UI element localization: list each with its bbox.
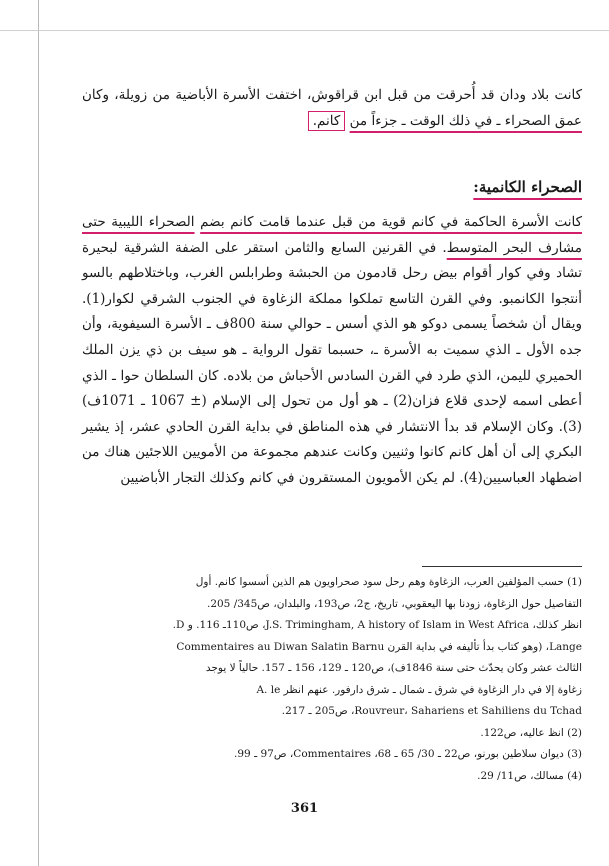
- footnotes: [82, 572, 582, 787]
- intro-line-1: كانت بلاد ودان قد أُحرقت من قبل ابن قراقوش، اختفت الأسرة: [222, 87, 583, 103]
- highlighted-phrase: عمق الصحراء ـ في ذلك الوقت ـ جزءاً من: [349, 112, 582, 129]
- body-line-13: العباسيين(4). لم يكن الأمويون المستقرون في كانم وكذلك التجار الأباضيين: [120, 469, 536, 486]
- footnote-line: Lange، (وهو كتاب بدأ تأليفه في بداية القرن Commentaires au Diwan Salatin Barnu: [176, 640, 582, 653]
- body-line-3: على الضفة الشرقية لبحيرة تشاد وفي كوار أقوام بيض رحل قادمون من الحبشة: [82, 239, 582, 282]
- scan-top-line: [0, 30, 609, 31]
- body-line-4: وطرابلس الغرب، وباختلاطهم بالسو أنتجوا الكانمبو. وفي القرن التاسع: [82, 265, 582, 307]
- scan-edge-line: [38, 0, 39, 866]
- intro-line-2-plain: الأباضية من زويلة، وكان: [82, 87, 218, 103]
- footnote-line: (3) ديوان سلاطين بورنو، ص22 ـ 30/ 65 ـ 68، Commentaires، ص97 ـ 99.: [234, 748, 582, 760]
- body-line-1-underlined: كانت الأسرة الحاكمة في كانم قوية من قبل عندما قامت كانم بضم: [200, 214, 582, 230]
- footnote-line: (4) مسالك، ص11/ 29.: [477, 769, 582, 782]
- body-line-7: ـ الذي سميت به الأسرة ـ، حسبما تقول الرواية ـ هو سيف بن ذي يزن الملك: [82, 341, 521, 358]
- body-line-2-rest: . في القرنين السابع والثامن استقر: [244, 239, 447, 256]
- footnote-line: الثالث عشر وكان يحدّث حتى سنة 1846ف)، ص120 ـ 129، 156 ـ 157. حالياً لا يوجد: [205, 662, 582, 674]
- intro-paragraph: [82, 83, 582, 134]
- body-line-10: الإسلام (± 1067 ـ 1071ف)(3). وكان الإسلام قد بدأ الانتشار في هذه: [82, 393, 582, 435]
- body-line-6: دوكو هو الذي أسس ـ حوالي سنة 800ف ـ الأسرة السيفوية، وأن جده الأول: [82, 316, 583, 358]
- footnote-line: التفاصيل حول الزغاوة، زودنا بها اليعقوبي، تاريخ، ج2، ص193، والبلدان، ص345/ 205.: [206, 597, 582, 610]
- boxed-word-kanem: كانم.: [308, 111, 346, 131]
- page-number: 361: [290, 801, 319, 816]
- body-line-9: السلطان حوا ـ الذي أعطى اسمه لإحدى قلاع فزان(2) ـ هو أول من تحول إلى: [82, 367, 582, 410]
- body-line-8: الحميري لليمن، الذي طرد في القرن السادس الأحباش من بلاده. كان: [197, 367, 582, 384]
- section-heading: [82, 176, 582, 198]
- footnote-line: Rouvreur، Sahariens et Sahiliens du Tchad، ص205 ـ 217.: [281, 705, 582, 717]
- body-line-11: المناطق في بداية القرن الحادي عشر، إذ يشير البكري إلى أن أهل كانم كانوا: [82, 418, 582, 461]
- footnote-line: (1) حسب المؤلفين العرب، الزغاوة وهم رحل سود صحراويون هم الذين أسسوا كانم. أول: [195, 576, 582, 588]
- body-line-2-underlined: الصحراء الليبية حتى مشارف البحر المتوسط: [82, 214, 582, 256]
- body-line-12: وثنيين وكانت عندهم مجموعة من الأمويين اللاجئين هناك من اضطهاد: [82, 444, 582, 486]
- body-paragraph: [82, 210, 582, 492]
- footnote-line: انظر كذلك، J.S. Trimingham, A history of Islam in West Africa، ص110ـ 116. و D.: [172, 619, 582, 631]
- footnote-line: (2) انظ عاليه، ص122.: [480, 726, 582, 739]
- footnote-separator: [422, 566, 582, 567]
- footnote-line: زغاوة إلا في دار الزغاوة في شرق ـ شمال ـ شرق دارفور. عنهم انظر A. le: [256, 683, 582, 696]
- body-line-5: تملكوا مملكة الزغاوة في الجنوب الشرقي لكوار(1). ويقال أن شخصاً يسمى: [82, 290, 583, 333]
- section-heading-text: الصحراء الكانمية:: [473, 178, 582, 196]
